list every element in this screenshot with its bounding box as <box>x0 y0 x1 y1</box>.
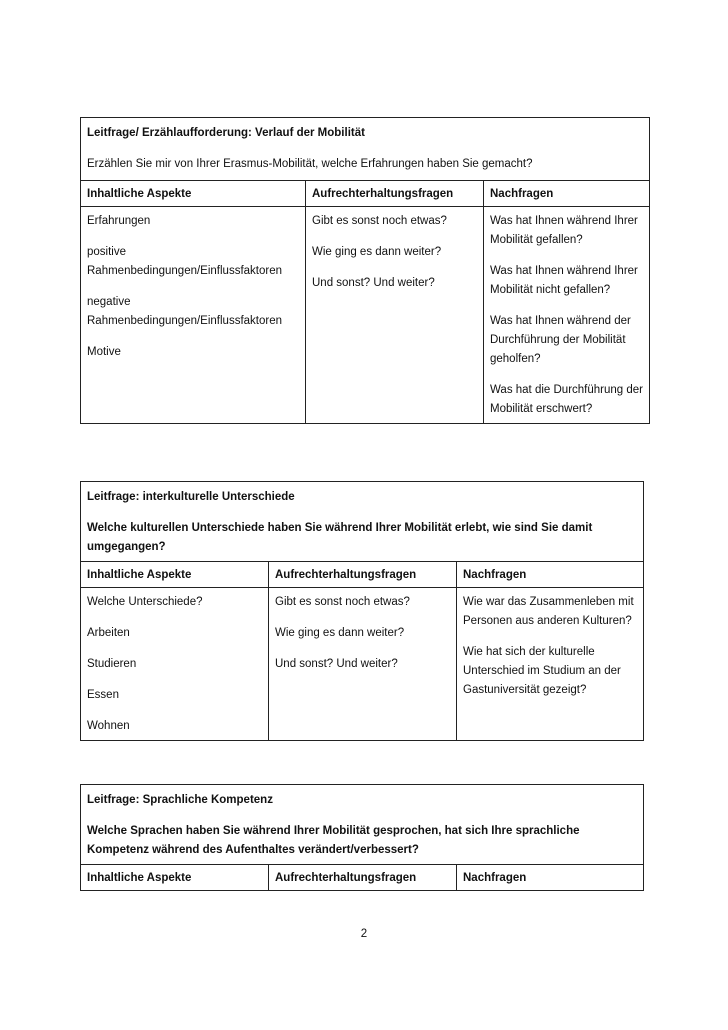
col-cell-probes <box>484 207 650 424</box>
interview-table-mobility <box>80 117 650 424</box>
list-item: Wohnen <box>87 720 130 732</box>
leitfrage-question: Welche Sprachen haben Sie während Ihrer Mobilität gesprochen, hat sich Ihre sprachliche Kompetenz während des Aufenthaltes verändert/verbessert? <box>87 825 580 856</box>
list-item: Welche Unterschiede? <box>87 596 203 608</box>
list-item: Arbeiten <box>87 627 130 639</box>
list-item: Was hat Ihnen während Ihrer Mobilität nicht gefallen? <box>490 265 638 296</box>
list-item: Essen <box>87 689 119 701</box>
col-header-nachfragen: Nachfragen <box>484 181 650 207</box>
col-header-inhaltliche-aspekte: Inhaltliche Aspekte <box>81 181 306 207</box>
list-item: Gibt es sonst noch etwas? <box>312 215 447 227</box>
list-item: Was hat Ihnen während Ihrer Mobilität gefallen? <box>490 215 638 246</box>
leitfrage-title: Leitfrage/ Erzählaufforderung: Verlauf der Mobilität <box>87 127 365 139</box>
page-number: 2 <box>360 928 368 940</box>
list-item: Studieren <box>87 658 137 670</box>
col-cell-followups <box>269 588 457 741</box>
leitfrage-cell <box>81 482 644 562</box>
col-cell-probes <box>457 588 644 741</box>
list-item: Wie hat sich der kulturelle Unterschied im Studium an der Gastuniversität gezeigt? <box>463 646 621 696</box>
list-item: Erfahrungen <box>87 215 151 227</box>
col-header-nachfragen: Nachfragen <box>457 865 644 891</box>
leitfrage-question: Welche kulturellen Unterschiede haben Sie während Ihrer Mobilität erlebt, wie sind Sie damit umgegangen? <box>87 522 593 553</box>
col-cell-aspects <box>81 588 269 741</box>
leitfrage-title: Leitfrage: Sprachliche Kompetenz <box>87 794 273 806</box>
leitfrage-cell <box>81 118 650 181</box>
col-header-inhaltliche-aspekte: Inhaltliche Aspekte <box>81 562 269 588</box>
list-item: Und sonst? Und weiter? <box>312 277 435 289</box>
col-header-aufrechterhaltungsfragen: Aufrechterhaltungsfragen <box>269 562 457 588</box>
col-header-inhaltliche-aspekte: Inhaltliche Aspekte <box>81 865 269 891</box>
leitfrage-cell <box>81 785 644 865</box>
list-item: negative Rahmenbedingungen/Einflussfaktoren <box>87 296 282 327</box>
list-item: Gibt es sonst noch etwas? <box>275 596 410 608</box>
list-item: Was hat die Durchführung der Mobilität erschwert? <box>490 384 643 415</box>
list-item: positive Rahmenbedingungen/Einflussfaktoren <box>87 246 282 277</box>
list-item: Wie ging es dann weiter? <box>275 627 405 639</box>
leitfrage-title: Leitfrage: interkulturelle Unterschiede <box>87 491 295 503</box>
interview-table-intercultural <box>80 481 644 741</box>
col-header-aufrechterhaltungsfragen: Aufrechterhaltungsfragen <box>269 865 457 891</box>
col-header-nachfragen: Nachfragen <box>457 562 644 588</box>
col-header-aufrechterhaltungsfragen: Aufrechterhaltungsfragen <box>306 181 484 207</box>
list-item: Wie ging es dann weiter? <box>312 246 442 258</box>
col-cell-aspects <box>81 207 306 424</box>
list-item: Motive <box>87 346 121 358</box>
interview-table-language <box>80 784 644 891</box>
list-item: Und sonst? Und weiter? <box>275 658 398 670</box>
list-item: Wie war das Zusammenleben mit Personen aus anderen Kulturen? <box>463 596 634 627</box>
list-item: Was hat Ihnen während der Durchführung der Mobilität geholfen? <box>490 315 631 365</box>
col-cell-followups <box>306 207 484 424</box>
leitfrage-question: Erzählen Sie mir von Ihrer Erasmus-Mobilität, welche Erfahrungen haben Sie gemacht? <box>87 158 533 170</box>
